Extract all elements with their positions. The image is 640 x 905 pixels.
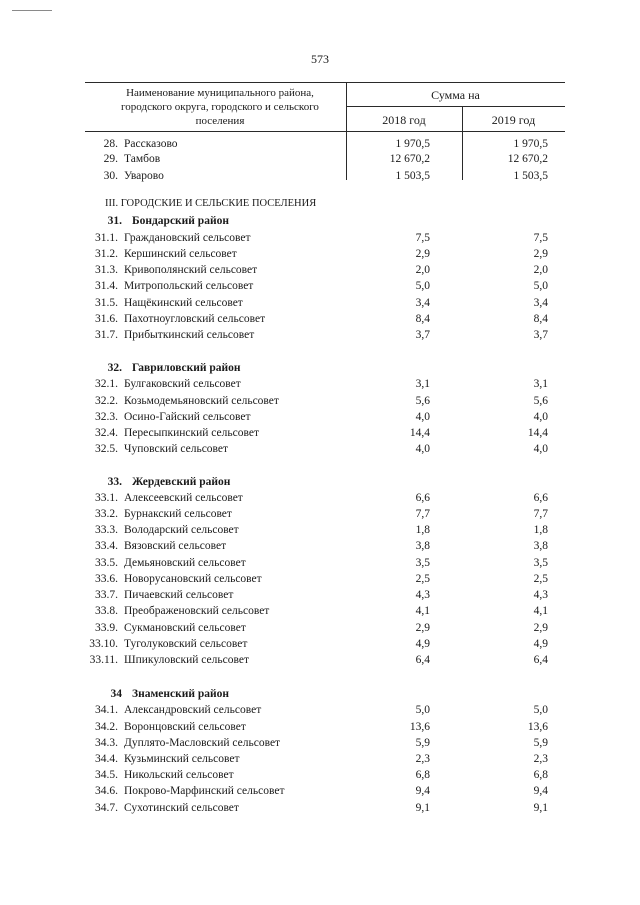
row-number: 33.11. — [89, 654, 118, 666]
row-number: 31.6. — [95, 313, 118, 325]
row-number: 33.10. — [89, 638, 118, 650]
row-number: 34.7. — [95, 802, 118, 814]
value-2018: 14,4 — [409, 427, 430, 439]
row-number: 33.8. — [95, 605, 118, 617]
district-number: 34 — [110, 688, 122, 700]
table-row — [0, 425, 640, 441]
row-number: 33.1. — [95, 492, 118, 504]
settlement-name: Новорусановский сельсовет — [124, 573, 262, 585]
row-number: 33.4. — [95, 540, 118, 552]
district-number: 31. — [107, 215, 122, 227]
table-row — [0, 620, 640, 636]
district-heading-row — [0, 360, 640, 376]
value-2018: 5,6 — [415, 395, 430, 407]
value-2018: 9,1 — [415, 802, 430, 814]
value-2018: 2,9 — [415, 248, 430, 260]
value-2019: 2,0 — [533, 264, 548, 276]
row-number: 34.5. — [95, 769, 118, 781]
value-2019: 12 670,2 — [507, 153, 548, 165]
row-number: 34.2. — [95, 721, 118, 733]
value-2019: 13,6 — [527, 721, 548, 733]
value-2019: 1 970,5 — [513, 138, 548, 150]
table-row — [0, 636, 640, 652]
settlement-name: Чуповский сельсовет — [124, 443, 229, 455]
value-2018: 2,9 — [415, 622, 430, 634]
value-2019: 9,4 — [533, 785, 548, 797]
name-column-header-line: городского округа, городского и сельского — [121, 101, 319, 113]
value-2018: 2,3 — [415, 753, 430, 765]
settlement-name: Пересыпкинский сельсовет — [124, 427, 259, 439]
row-number: 31.1. — [95, 232, 118, 244]
row-number: 34.1. — [95, 704, 118, 716]
settlement-name: Осино-Гайский сельсовет — [124, 411, 251, 423]
settlement-name: Кершинский сельсовет — [124, 248, 237, 260]
value-2019: 4,3 — [533, 589, 548, 601]
table-row — [0, 783, 640, 799]
scan-corner-mark — [12, 10, 52, 11]
row-number: 33.7. — [95, 589, 118, 601]
value-2019: 2,3 — [533, 753, 548, 765]
value-2019: 3,4 — [533, 297, 548, 309]
settlement-name: Нащёкинский сельсовет — [124, 297, 243, 309]
settlement-name: Воронцовский сельсовет — [124, 721, 246, 733]
value-2019: 3,5 — [533, 557, 548, 569]
district-name: Бондарский район — [132, 215, 229, 227]
settlement-name: Никольский сельсовет — [124, 769, 234, 781]
value-2019: 4,0 — [533, 443, 548, 455]
settlement-name: Сукмановский сельсовет — [124, 622, 246, 634]
value-2019: 6,6 — [533, 492, 548, 504]
table-row — [0, 652, 640, 668]
value-2018: 8,4 — [415, 313, 430, 325]
settlement-name: Кривополянский сельсовет — [124, 264, 258, 276]
row-number: 33.9. — [95, 622, 118, 634]
section-heading-row — [0, 196, 640, 212]
value-2019: 5,0 — [533, 704, 548, 716]
settlement-name: Вязовский сельсовет — [124, 540, 227, 552]
settlement-name: Александровский сельсовет — [124, 704, 262, 716]
value-2018: 4,3 — [415, 589, 430, 601]
row-number: 33.6. — [95, 573, 118, 585]
settlement-name: Граждановский сельсовет — [124, 232, 251, 244]
value-2019: 5,6 — [533, 395, 548, 407]
table-row — [0, 506, 640, 522]
value-2019: 4,9 — [533, 638, 548, 650]
settlement-name: Володарский сельсовет — [124, 524, 239, 536]
settlement-name: Рассказово — [124, 138, 178, 150]
row-number: 31.7. — [95, 329, 118, 341]
row-number: 32.3. — [95, 411, 118, 423]
value-2018: 7,7 — [415, 508, 430, 520]
value-2018: 13,6 — [409, 721, 430, 733]
value-2018: 1 970,5 — [395, 138, 430, 150]
settlement-name: Митропольский сельсовет — [124, 280, 254, 292]
section-title: III. ГОРОДСКИЕ И СЕЛЬСКИЕ ПОСЕЛЕНИЯ — [105, 198, 317, 209]
value-2018: 2,0 — [415, 264, 430, 276]
table-row — [0, 136, 640, 152]
name-column-header-line: поселения — [195, 115, 245, 127]
settlement-name: Демьяновский сельсовет — [124, 557, 246, 569]
value-2019: 5,9 — [533, 737, 548, 749]
district-name: Жердевский район — [132, 476, 231, 488]
value-2018: 4,0 — [415, 443, 430, 455]
name-column-header-line: Наименование муниципального района, — [126, 87, 314, 99]
year-2018-header: 2018 год — [382, 113, 426, 127]
table-row — [0, 767, 640, 783]
value-2018: 4,0 — [415, 411, 430, 423]
year-2019-header: 2019 год — [491, 113, 536, 127]
settlement-name: Прибыткинский сельсовет — [124, 329, 255, 341]
row-number: 30. — [103, 170, 118, 182]
settlement-name: Покрово-Марфинский сельсовет — [124, 785, 285, 797]
settlement-name: Козьмодемьяновский сельсовет — [124, 395, 279, 407]
table-row — [0, 327, 640, 343]
settlement-name: Пичаевский сельсовет — [124, 589, 234, 601]
row-number: 33.5. — [95, 557, 118, 569]
sum-header-rule — [346, 106, 565, 107]
value-2018: 3,4 — [415, 297, 430, 309]
table-row — [0, 538, 640, 554]
value-2018: 6,6 — [415, 492, 430, 504]
value-2018: 4,1 — [415, 605, 430, 617]
value-2018: 1,8 — [415, 524, 430, 536]
table-row — [0, 603, 640, 619]
row-number: 29. — [103, 153, 118, 165]
row-number: 31.5. — [95, 297, 118, 309]
table-row — [0, 522, 640, 538]
value-2019: 1,8 — [533, 524, 548, 536]
value-2019: 2,9 — [533, 622, 548, 634]
value-2019: 6,4 — [533, 654, 548, 666]
table-row — [0, 587, 640, 603]
value-2019: 7,5 — [533, 232, 548, 244]
settlement-name: Шпикуловский сельсовет — [124, 654, 249, 666]
table-row — [0, 230, 640, 246]
sum-column-header: Сумма на — [431, 88, 480, 102]
value-2019: 8,4 — [533, 313, 548, 325]
page-number: 573 — [311, 52, 329, 66]
table-row — [0, 409, 640, 425]
value-2018: 5,9 — [415, 737, 430, 749]
row-number: 31.3. — [95, 264, 118, 276]
settlement-name: Пахотноугловский сельсовет — [124, 313, 266, 325]
row-number: 32.5. — [95, 443, 118, 455]
value-2019: 14,4 — [527, 427, 548, 439]
settlement-name: Сухотинский сельсовет — [124, 802, 239, 814]
row-number: 34.6. — [95, 785, 118, 797]
value-2018: 1 503,5 — [395, 170, 430, 182]
value-2018: 2,5 — [415, 573, 430, 585]
district-name: Знаменский район — [132, 688, 230, 700]
table-row — [0, 441, 640, 457]
table-row — [0, 751, 640, 767]
table-row — [0, 295, 640, 311]
value-2019: 1 503,5 — [513, 170, 548, 182]
settlement-name: Туголуковский сельсовет — [124, 638, 248, 650]
district-heading-row — [0, 213, 640, 229]
table-row — [0, 278, 640, 294]
header-bottom-rule — [85, 131, 565, 132]
value-2018: 4,9 — [415, 638, 430, 650]
district-heading-row — [0, 686, 640, 702]
name-column-header — [100, 86, 340, 128]
row-number: 31.2. — [95, 248, 118, 260]
row-number: 32.4. — [95, 427, 118, 439]
row-number: 32.1. — [95, 378, 118, 390]
table-row — [0, 719, 640, 735]
district-number: 32. — [107, 362, 122, 374]
value-2018: 5,0 — [415, 280, 430, 292]
table-row — [0, 735, 640, 751]
value-2018: 5,0 — [415, 704, 430, 716]
header-top-rule — [85, 82, 565, 83]
table-row — [0, 311, 640, 327]
value-2019: 3,7 — [533, 329, 548, 341]
value-2019: 4,0 — [533, 411, 548, 423]
value-2018: 9,4 — [415, 785, 430, 797]
value-2018: 3,8 — [415, 540, 430, 552]
row-number: 32.2. — [95, 395, 118, 407]
value-2019: 4,1 — [533, 605, 548, 617]
table-row — [0, 393, 640, 409]
value-2018: 6,4 — [415, 654, 430, 666]
value-2019: 6,8 — [533, 769, 548, 781]
settlement-name: Уварово — [124, 170, 164, 182]
row-number: 34.3. — [95, 737, 118, 749]
table-row — [0, 246, 640, 262]
table-row — [0, 151, 640, 167]
settlement-name: Алексеевский сельсовет — [124, 492, 243, 504]
value-2019: 2,9 — [533, 248, 548, 260]
district-number: 33. — [107, 476, 122, 488]
row-number: 34.4. — [95, 753, 118, 765]
settlement-name: Булгаковский сельсовет — [124, 378, 241, 390]
table-row — [0, 555, 640, 571]
value-2019: 2,5 — [533, 573, 548, 585]
table-row — [0, 571, 640, 587]
table-row — [0, 262, 640, 278]
value-2018: 3,1 — [415, 378, 430, 390]
settlement-name: Бурнакский сельсовет — [124, 508, 232, 520]
settlement-name: Дуплято-Масловский сельсовет — [124, 737, 281, 749]
value-2019: 3,8 — [533, 540, 548, 552]
value-2019: 9,1 — [533, 802, 548, 814]
value-2018: 3,5 — [415, 557, 430, 569]
value-2018: 7,5 — [415, 232, 430, 244]
row-number: 31.4. — [95, 280, 118, 292]
value-2019: 7,7 — [533, 508, 548, 520]
row-number: 33.3. — [95, 524, 118, 536]
value-2019: 3,1 — [533, 378, 548, 390]
value-2018: 12 670,2 — [389, 153, 430, 165]
table-row — [0, 376, 640, 392]
settlement-name: Кузьминский сельсовет — [124, 753, 240, 765]
value-2019: 5,0 — [533, 280, 548, 292]
table-row — [0, 702, 640, 718]
value-2018: 3,7 — [415, 329, 430, 341]
row-number: 33.2. — [95, 508, 118, 520]
table-row — [0, 800, 640, 816]
district-heading-row — [0, 474, 640, 490]
table-row — [0, 490, 640, 506]
value-2018: 6,8 — [415, 769, 430, 781]
table-row — [0, 168, 640, 184]
settlement-name: Преображеновский сельсовет — [124, 605, 270, 617]
district-name: Гавриловский район — [132, 362, 241, 374]
row-number: 28. — [103, 138, 118, 150]
settlement-name: Тамбов — [124, 153, 161, 165]
